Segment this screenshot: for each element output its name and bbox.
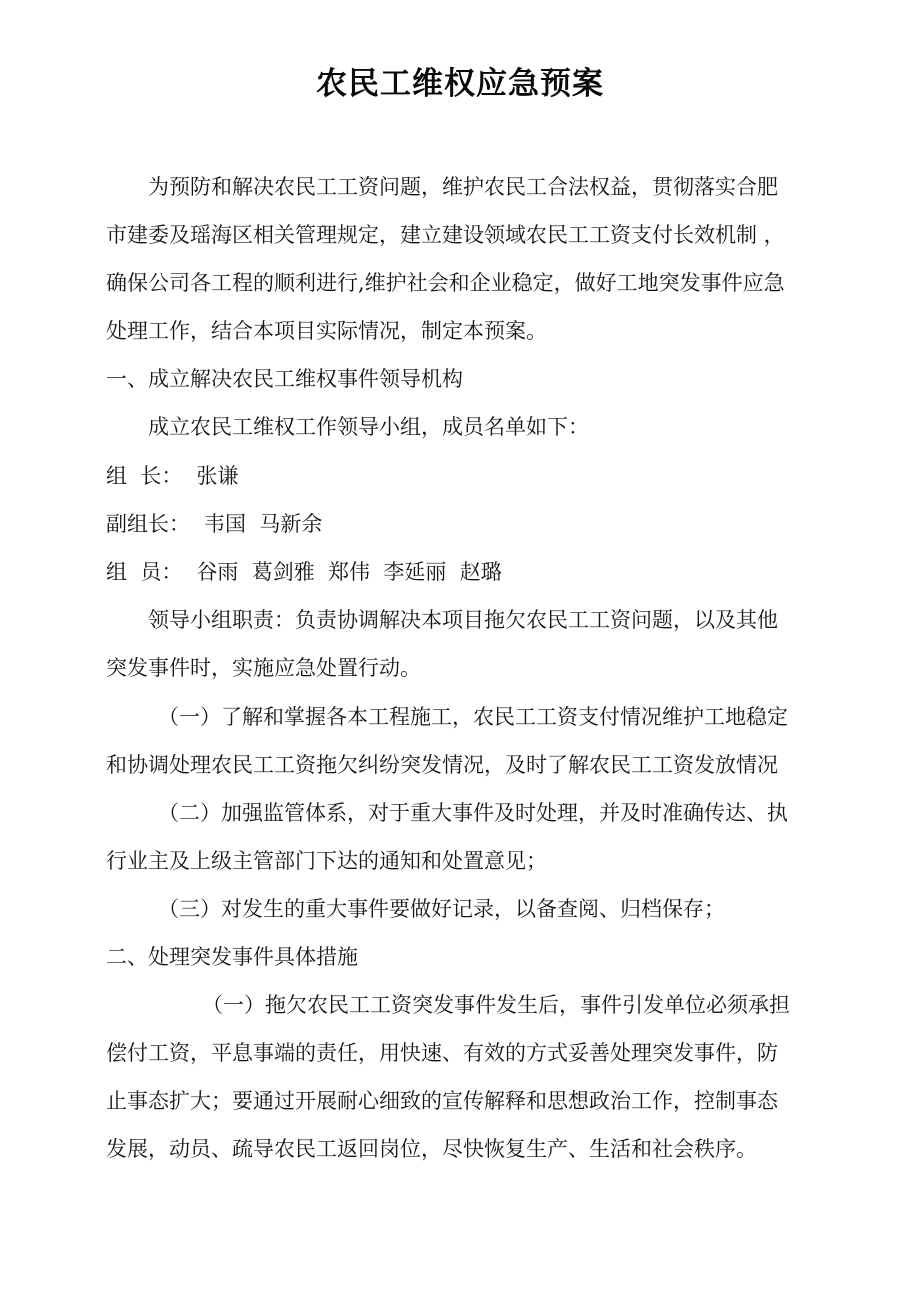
s2-item1-line-1: （一）拖欠农民工工资突发事件发生后，事件引发单位必须承担: [202, 993, 790, 1017]
section1-heading: 一、成立解决农民工维权事件领导机构: [106, 367, 463, 391]
intro-line-2: 市建委及瑶海区相关管理规定，建立建设领域农民工工资支付长效机制 ，: [106, 223, 785, 247]
item2-line-1: （二）加强监管体系，对于重大事件及时处理，并及时准确传达、执: [158, 801, 788, 825]
item1-line-1: （一）了解和掌握各本工程施工，农民工工资支付情况维护工地稳定: [158, 705, 788, 729]
deputy-row: [106, 509, 826, 539]
s2-item1-line-2: 偿付工资，平息事端的责任，用快速、有效的方式妥善处理突发事件，防: [106, 1041, 778, 1065]
item2-line-2: 行业主及上级主管部门下达的通知和处置意见；: [106, 849, 547, 873]
members-label: 组 员：: [106, 560, 183, 584]
leader-label: 组 长：: [106, 464, 183, 488]
intro-line-1: 为预防和解决农民工工资问题，维护农民工合法权益，贯彻落实合肥: [148, 175, 778, 199]
s2-item1-line-4: 发展，动员、疏导农民工返回岗位，尽快恢复生产、生活和社会秩序。: [106, 1137, 757, 1161]
section2-heading: 二、处理突发事件具体措施: [106, 945, 358, 969]
leader-row: [106, 461, 826, 491]
deputy-names: 韦国 马新余: [204, 512, 323, 536]
s2-item1-line-3: 止事态扩大；要通过开展耐心细致的宣传解释和思想政治工作，控制事态: [106, 1089, 778, 1113]
intro-line-4: 处理工作，结合本项目实际情况，制定本预案。: [106, 319, 547, 343]
duty-line-2: 突发事件时，实施应急处置行动。: [106, 656, 421, 680]
item1-line-2: 和协调处理农民工工资拖欠纠纷突发情况，及时了解农民工工资发放情况: [106, 753, 778, 777]
duty-line-1: 领导小组职责：负责协调解决本项目拖欠农民工工资问题，以及其他: [148, 608, 778, 632]
group-intro: 成立农民工维权工作领导小组，成员名单如下：: [148, 415, 589, 439]
leader-names: 张谦: [196, 464, 239, 488]
members-row: [106, 557, 826, 587]
intro-line-3: 确保公司各工程的顺利进行,维护社会和企业稳定，做好工地突发事件应急: [106, 271, 785, 295]
document-title: 农民工维权应急预案: [316, 66, 604, 102]
item3-line: （三）对发生的重大事件要做好记录，以备查阅、归档保存；: [158, 897, 725, 921]
deputy-label: 副组长：: [106, 512, 190, 536]
members-names: 谷雨 葛剑雅 郑伟 李延丽 赵璐: [196, 560, 502, 584]
